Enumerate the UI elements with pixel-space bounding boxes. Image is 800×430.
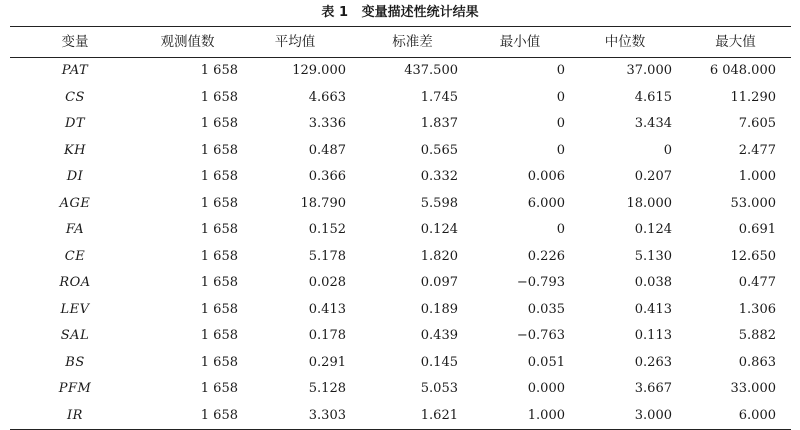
table-row: [10, 323, 791, 350]
header-variable: 变量: [61, 34, 89, 50]
std-dev-cell: 1.745: [420, 89, 458, 105]
observations-cell: 1 658: [200, 381, 238, 397]
table-row: [10, 164, 791, 191]
header-max: 最大值: [715, 34, 756, 50]
min-cell: 0.000: [527, 381, 565, 397]
min-cell: 0: [556, 142, 565, 158]
std-dev-cell: 1.820: [420, 248, 458, 264]
median-cell: 0.207: [634, 169, 672, 185]
min-cell: 0.035: [527, 301, 565, 317]
table-row: [10, 58, 791, 85]
median-cell: 4.615: [634, 89, 672, 105]
observations-cell: 1 658: [200, 354, 238, 370]
variable-cell: DI: [66, 169, 84, 185]
std-dev-cell: 0.439: [420, 328, 458, 344]
mean-cell: 0.291: [308, 354, 346, 370]
variable-cell: CE: [64, 248, 86, 264]
table-header-row: [10, 27, 791, 58]
variable-cell: DT: [64, 116, 86, 132]
max-cell: 6.000: [738, 407, 776, 423]
median-cell: 18.000: [626, 195, 672, 211]
variable-cell: ROA: [59, 275, 91, 291]
max-cell: 5.882: [738, 328, 776, 344]
max-cell: 53.000: [730, 195, 776, 211]
median-cell: 37.000: [626, 63, 672, 79]
observations-cell: 1 658: [200, 248, 238, 264]
table-row: [10, 376, 791, 403]
table-row: [10, 217, 791, 244]
mean-cell: 0.152: [308, 222, 346, 238]
mean-cell: 0.028: [308, 275, 346, 291]
table-caption: 表 1 变量描述性统计结果: [321, 5, 479, 20]
variable-cell: PFM: [58, 381, 92, 397]
variable-cell: BS: [65, 354, 85, 370]
max-cell: 0.691: [738, 222, 776, 238]
median-cell: 3.000: [634, 407, 672, 423]
table-row: [10, 191, 791, 218]
observations-cell: 1 658: [200, 63, 238, 79]
table-row: [10, 350, 791, 377]
observations-cell: 1 658: [200, 328, 238, 344]
observations-cell: 1 658: [200, 301, 238, 317]
min-cell: 6.000: [527, 195, 565, 211]
variable-cell: SAL: [60, 328, 90, 344]
min-cell: −0.763: [516, 328, 565, 344]
table-row: [10, 85, 791, 112]
max-cell: 7.605: [738, 116, 776, 132]
median-cell: 3.434: [634, 116, 672, 132]
min-cell: 0: [556, 89, 565, 105]
mean-cell: 129.000: [292, 63, 346, 79]
variable-cell: CS: [65, 89, 85, 105]
observations-cell: 1 658: [200, 169, 238, 185]
min-cell: 0: [556, 116, 565, 132]
max-cell: 2.477: [738, 142, 776, 158]
table-row: [10, 403, 791, 430]
header-mean: 平均值: [274, 34, 316, 50]
observations-cell: 1 658: [200, 195, 238, 211]
median-cell: 0.124: [634, 222, 672, 238]
variable-cell: FA: [65, 222, 85, 238]
variable-cell: AGE: [59, 195, 91, 211]
mean-cell: 0.178: [308, 328, 346, 344]
median-cell: 0.413: [634, 301, 672, 317]
min-cell: 0.226: [527, 248, 565, 264]
table-row: [10, 244, 791, 271]
std-dev-cell: 1.621: [420, 407, 458, 423]
min-cell: 1.000: [527, 407, 565, 423]
variable-cell: LEV: [60, 301, 90, 317]
max-cell: 1.306: [738, 301, 776, 317]
min-cell: 0.051: [527, 354, 565, 370]
variable-cell: PAT: [61, 63, 89, 79]
observations-cell: 1 658: [200, 222, 238, 238]
std-dev-cell: 0.189: [420, 301, 458, 317]
min-cell: 0.006: [527, 169, 565, 185]
mean-cell: 5.128: [308, 381, 346, 397]
std-dev-cell: 0.145: [420, 354, 458, 370]
median-cell: 0.113: [634, 328, 672, 344]
max-cell: 33.000: [730, 381, 776, 397]
observations-cell: 1 658: [200, 275, 238, 291]
min-cell: 0: [556, 63, 565, 79]
median-cell: 0: [663, 142, 672, 158]
variable-cell: IR: [67, 407, 83, 423]
max-cell: 6 048.000: [709, 63, 776, 79]
std-dev-cell: 0.565: [420, 142, 458, 158]
std-dev-cell: 1.837: [420, 116, 458, 132]
statistics-table: [10, 26, 791, 430]
std-dev-cell: 0.097: [420, 275, 458, 291]
observations-cell: 1 658: [200, 89, 238, 105]
mean-cell: 3.336: [308, 116, 346, 132]
median-cell: 0.263: [634, 354, 672, 370]
table-row: [10, 111, 791, 138]
mean-cell: 0.413: [308, 301, 346, 317]
std-dev-cell: 5.053: [420, 381, 458, 397]
std-dev-cell: 437.500: [404, 63, 458, 79]
max-cell: 11.290: [730, 89, 776, 105]
min-cell: −0.793: [516, 275, 565, 291]
min-cell: 0: [556, 222, 565, 238]
max-cell: 12.650: [730, 248, 776, 264]
observations-cell: 1 658: [200, 407, 238, 423]
mean-cell: 3.303: [308, 407, 346, 423]
median-cell: 5.130: [634, 248, 672, 264]
mean-cell: 5.178: [308, 248, 346, 264]
table-row: [10, 270, 791, 297]
table-row: [10, 138, 791, 165]
observations-cell: 1 658: [200, 142, 238, 158]
mean-cell: 18.790: [300, 195, 346, 211]
observations-cell: 1 658: [200, 116, 238, 132]
header-median: 中位数: [604, 34, 646, 50]
table-body: [10, 58, 791, 429]
max-cell: 1.000: [738, 169, 776, 185]
header-min: 最小值: [499, 34, 541, 50]
max-cell: 0.477: [738, 275, 776, 291]
std-dev-cell: 0.124: [420, 222, 458, 238]
max-cell: 0.863: [738, 354, 776, 370]
table-row: [10, 297, 791, 324]
std-dev-cell: 5.598: [420, 195, 458, 211]
header-std-dev: 标准差: [392, 34, 433, 50]
variable-cell: KH: [63, 142, 87, 158]
std-dev-cell: 0.332: [420, 169, 458, 185]
header-observations: 观测值数: [160, 34, 215, 50]
median-cell: 0.038: [634, 275, 672, 291]
median-cell: 3.667: [634, 381, 672, 397]
mean-cell: 0.487: [308, 142, 346, 158]
mean-cell: 4.663: [308, 89, 346, 105]
mean-cell: 0.366: [308, 169, 346, 185]
